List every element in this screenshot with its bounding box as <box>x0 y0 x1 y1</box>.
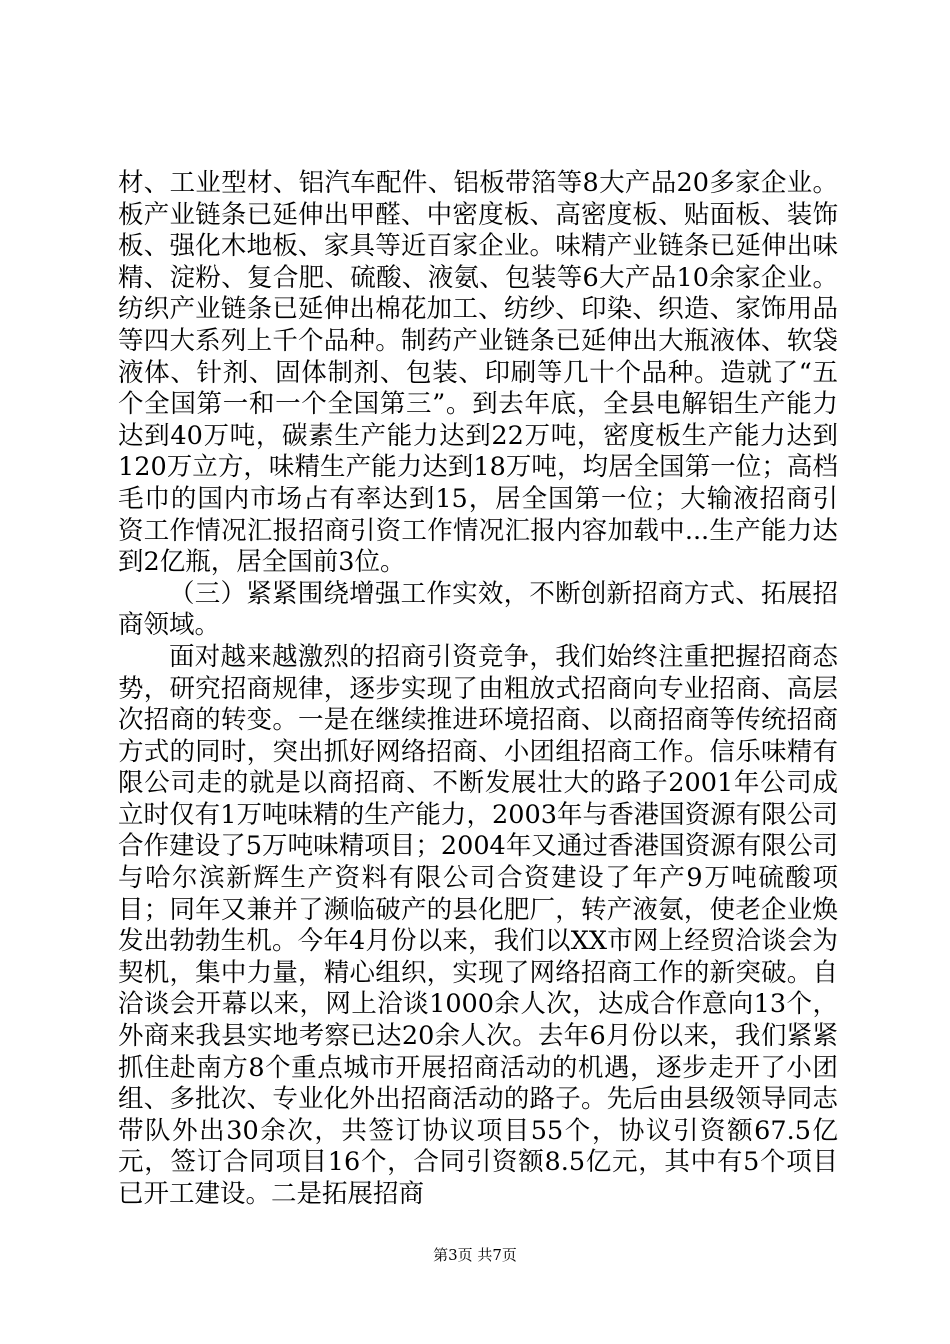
paragraph-1: 材、工业型材、铝汽车配件、铝板带箔等8大产品20多家企业。板产业链条已延伸出甲醛、中密度板、高密度板、贴面板、装饰板、强化木地板、家具等近百家企业。味精产业链条已延伸出味精、淀粉、复合肥、硫酸、液氨、包装等6大产品10余家企业。纺织产业链条已延伸出棉花加工、纺纱、印染、织造、家饰用品等四大系列上千个品种。制药产业链条已延伸出大瓶液体、软袋液体、针剂、固体制剂、包装、印刷等几十个品种。造就了“五个全国第一和一个全国第三”。到去年底，全县电解铝生产能力达到40万吨，碳素生产能力达到22万吨，密度板生产能力达到120万立方，味精生产能力达到18万吨，均居全国第一位；高档毛巾的国内市场占有率达到15，居全国第一位；大输液招商引资工作情况汇报招商引资工作情况汇报内容加载中...生产能力达到2亿瓶，居全国前3位。 <box>118 168 838 578</box>
document-body <box>118 168 838 1211</box>
page-number-footer: 第3页 共7页 <box>433 1246 517 1264</box>
paragraph-3: 面对越来越激烈的招商引资竞争，我们始终注重把握招商态势，研究招商规律，逐步实现了由粗放式招商向专业招商、高层次招商的转变。一是在继续推进环境招商、以商招商等传统招商方式的同时，突出抓好网络招商、小团组招商工作。信乐味精有限公司走的就是以商招商、不断发展壮大的路子2001年公司成立时仅有1万吨味精的生产能力，2003年与香港国资源有限公司合作建设了5万吨味精项目；2004年又通过香港国资源有限公司与哈尔滨新辉生产资料有限公司合资建设了年产9万吨硫酸项目；同年又兼并了濒临破产的县化肥厂，转产液氨，使老企业焕发出勃勃生机。今年4月份以来，我们以XX市网上经贸洽谈会为契机，集中力量，精心组织，实现了网络招商工作的新突破。自洽谈会开幕以来，网上洽谈1000余人次，达成合作意向13个，外商来我县实地考察已达20余人次。去年6月份以来，我们紧紧抓住赴南方8个重点城市开展招商活动的机遇，逐步走开了小团组、多批次、专业化外出招商活动的路子。先后由县级领导同志带队外出30余次，共签订协议项目55个，协议引资额67.5亿元，签订合同项目16个，合同引资额8.5亿元，其中有5个项目已开工建设。二是拓展招商 <box>118 641 838 1209</box>
section-heading: （三）紧紧围绕增强工作实效，不断创新招商方式、拓展招商领域。 <box>118 578 838 641</box>
